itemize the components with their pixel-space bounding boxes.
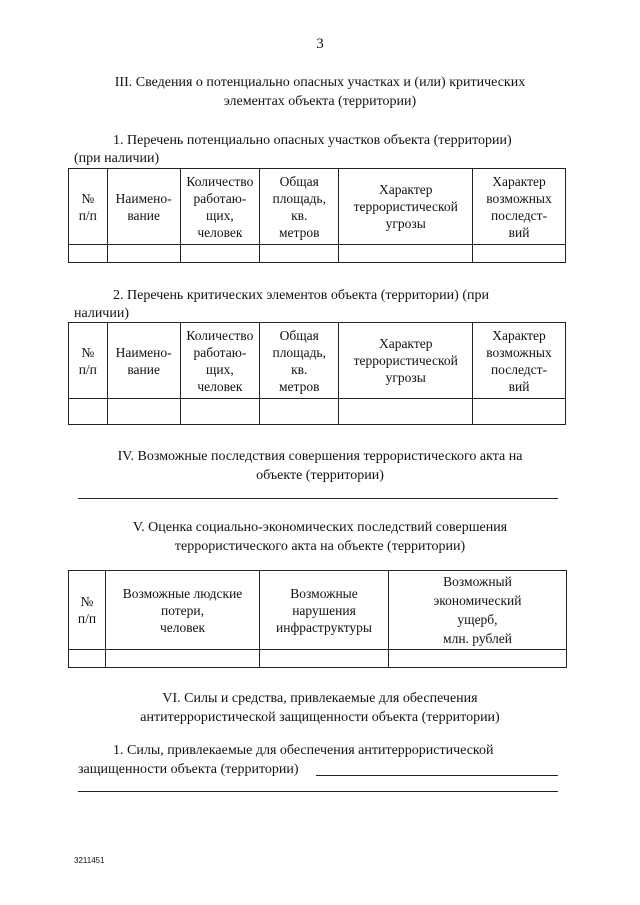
- col-name-header: Наимено- вание: [107, 169, 180, 245]
- section-3-heading-line-2: элементах объекта (территории): [223, 94, 417, 109]
- col-economic-damage-header: Возможный экономический ущерб, млн. рублей: [389, 571, 567, 650]
- table-cell[interactable]: [107, 245, 180, 263]
- forces-item-line-2: защищенности объекта (территории): [78, 762, 299, 777]
- section-5-heading: [70, 518, 570, 556]
- list-1-title-line-2: (при наличии): [74, 151, 160, 166]
- table-header-row: [69, 323, 566, 399]
- table-cell[interactable]: [473, 399, 566, 425]
- table-header-row: [69, 571, 567, 650]
- table-header-row: [69, 169, 566, 245]
- critical-elements-table: [68, 322, 566, 425]
- section-5-heading-line-1: V. Оценка социально-экономических последствий совершения: [132, 520, 508, 535]
- page-number: 3: [316, 36, 324, 52]
- col-area-header: Общая площадь, кв. метров: [260, 169, 339, 245]
- table-cell[interactable]: [260, 399, 339, 425]
- forces-item-line-1: 1. Силы, привлекаемые для обеспечения антитеррористической: [113, 743, 494, 758]
- table-cell[interactable]: [69, 399, 108, 425]
- section-4-heading-line-2: объекте (территории): [256, 468, 384, 483]
- document-code: 3211451: [74, 856, 105, 865]
- section-5-heading-line-2: террористического акта на объекте (территории): [174, 539, 466, 554]
- table-cell[interactable]: [473, 245, 566, 263]
- table-cell[interactable]: [260, 245, 339, 263]
- table-cell[interactable]: [180, 245, 259, 263]
- table-cell[interactable]: [389, 650, 567, 668]
- col-consequences-header: Характер возможных последст- вий: [473, 323, 566, 399]
- section-6-heading: [70, 689, 570, 727]
- forces-fill-line-2[interactable]: [78, 791, 558, 792]
- col-number-header: № п/п: [69, 169, 108, 245]
- table-cell[interactable]: [339, 245, 473, 263]
- list-2-title-line-1: 2. Перечень критических элементов объекта (территории) (при: [113, 288, 489, 303]
- socioeconomic-table: [68, 570, 567, 668]
- col-workers-header: Количество работаю- щих, человек: [180, 169, 259, 245]
- section-6-heading-line-1: VI. Силы и средства, привлекаемые для обеспечения: [162, 691, 478, 706]
- list-2-title-line-2: наличии): [74, 306, 129, 321]
- col-workers-header: Количество работаю- щих, человек: [180, 323, 259, 399]
- section-4-heading-line-1: IV. Возможные последствия совершения террористического акта на: [117, 449, 523, 464]
- table-row: [69, 245, 566, 263]
- section-3-heading-line-1: III. Сведения о потенциально опасных участках и (или) критических: [114, 75, 526, 90]
- table-cell[interactable]: [69, 245, 108, 263]
- col-infrastructure-header: Возможные нарушения инфраструктуры: [260, 571, 389, 650]
- table-row: [69, 399, 566, 425]
- col-number-header: № п/п: [69, 323, 108, 399]
- hazardous-areas-table: [68, 168, 566, 263]
- consequences-fill-line[interactable]: [78, 498, 558, 499]
- forces-fill-line[interactable]: [316, 775, 558, 776]
- section-3-heading: [70, 73, 570, 111]
- table-cell[interactable]: [339, 399, 473, 425]
- table-cell[interactable]: [106, 650, 260, 668]
- table-cell[interactable]: [180, 399, 259, 425]
- col-number-header: № п/п: [69, 571, 106, 650]
- col-threat-header: Характер террористической угрозы: [339, 323, 473, 399]
- col-area-header: Общая площадь, кв. метров: [260, 323, 339, 399]
- table-cell[interactable]: [69, 650, 106, 668]
- section-6-heading-line-2: антитеррористической защищенности объекта (территории): [140, 710, 500, 725]
- table-cell[interactable]: [107, 399, 180, 425]
- list-1-title-line-1: 1. Перечень потенциально опасных участков объекта (территории): [113, 133, 512, 148]
- col-name-header: Наимено- вание: [107, 323, 180, 399]
- col-threat-header: Характер террористической угрозы: [339, 169, 473, 245]
- table-cell[interactable]: [260, 650, 389, 668]
- table-row: [69, 650, 567, 668]
- section-4-heading: [70, 447, 570, 485]
- col-human-losses-header: Возможные людские потери, человек: [106, 571, 260, 650]
- col-consequences-header: Характер возможных последст- вий: [473, 169, 566, 245]
